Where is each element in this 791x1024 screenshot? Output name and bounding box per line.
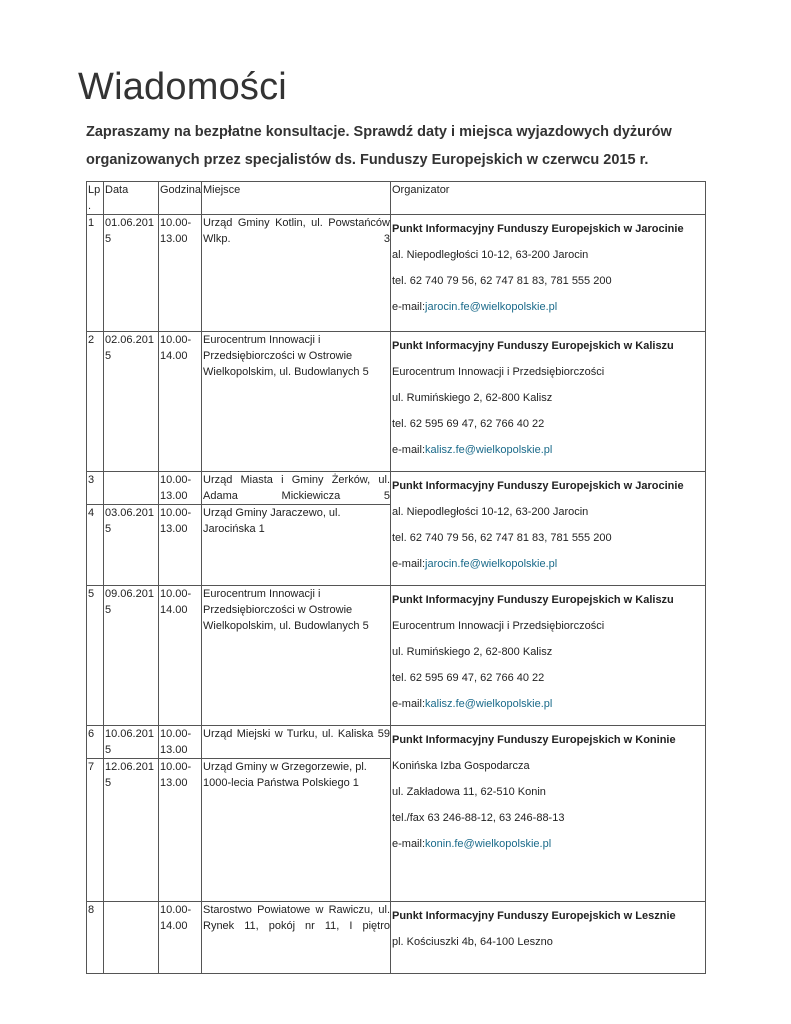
email-link[interactable]: kalisz.fe@wielkopolskie.pl xyxy=(425,698,553,710)
header-lp: Lp. xyxy=(87,182,104,215)
table-row xyxy=(87,332,706,472)
organizer-name: Punkt Informacyjny Funduszy Europejskich w Kaliszu xyxy=(392,594,674,606)
email-prefix: e-mail: xyxy=(392,698,426,710)
cell-organizer xyxy=(391,332,706,472)
organizer-email-line xyxy=(392,442,705,458)
cell-organizer xyxy=(391,902,706,974)
organizer-email-line xyxy=(392,299,705,315)
table-row xyxy=(87,726,706,759)
cell-place: Urząd Gminy Jaraczewo, ul. Jarocińska 1 xyxy=(202,505,391,586)
header-organizer: Organizator xyxy=(391,182,706,215)
email-prefix: e-mail: xyxy=(392,444,426,456)
email-link[interactable]: kalisz.fe@wielkopolskie.pl xyxy=(425,444,553,456)
organizer-address: pl. Kościuszki 4b, 64-100 Leszno xyxy=(392,936,553,948)
organizer-phone: tel. 62 595 69 47, 62 766 40 22 xyxy=(392,418,545,430)
organizer-institution: Eurocentrum Innowacji i Przedsiębiorczości xyxy=(392,620,605,632)
cell-lp: 4 xyxy=(87,505,104,586)
organizer-phone: tel./fax 63 246-88-12, 63 246-88-13 xyxy=(392,812,565,824)
cell-date: 01.06.2015 xyxy=(104,215,159,332)
organizer-institution: Eurocentrum Innowacji i Przedsiębiorczości xyxy=(392,366,605,378)
email-link[interactable]: konin.fe@wielkopolskie.pl xyxy=(425,838,552,850)
cell-date: 12.06.2015 xyxy=(104,759,159,902)
cell-place: Eurocentrum Innowacji i Przedsiębiorczości w Ostrowie Wielkopolskim, ul. Budowlanych 5 xyxy=(202,586,391,726)
cell-organizer xyxy=(391,586,706,726)
organizer-email-line xyxy=(392,696,705,712)
email-link[interactable]: jarocin.fe@wielkopolskie.pl xyxy=(425,301,558,313)
organizer-name: Punkt Informacyjny Funduszy Europejskich w Kaliszu xyxy=(392,340,674,352)
cell-time: 10.00-13.00 xyxy=(159,759,202,902)
cell-date: 02.06.2015 xyxy=(104,332,159,472)
cell-date: 09.06.2015 xyxy=(104,586,159,726)
cell-lp: 7 xyxy=(87,759,104,902)
organizer-address: ul. Rumińskiego 2, 62-800 Kalisz xyxy=(392,392,553,404)
cell-date: 10.06.2015 xyxy=(104,726,159,759)
cell-place: Urząd Gminy w Grzegorzewie, pl. 1000-lecia Państwa Polskiego 1 xyxy=(202,759,391,902)
email-link[interactable]: jarocin.fe@wielkopolskie.pl xyxy=(425,558,558,570)
organizer-name: Punkt Informacyjny Funduszy Europejskich w Koninie xyxy=(392,734,676,746)
cell-lp: 2 xyxy=(87,332,104,472)
cell-organizer xyxy=(391,472,706,586)
cell-date xyxy=(104,902,159,974)
table-row xyxy=(87,472,706,505)
organizer-address: ul. Zakładowa 11, 62-510 Konin xyxy=(392,786,546,798)
organizer-phone: tel. 62 740 79 56, 62 747 81 83, 781 555 200 xyxy=(392,275,612,287)
cell-time: 10.00-13.00 xyxy=(159,215,202,332)
organizer-name: Punkt Informacyjny Funduszy Europejskich w Lesznie xyxy=(392,910,676,922)
cell-time: 10.00-13.00 xyxy=(159,472,202,505)
cell-time: 10.00-13.00 xyxy=(159,726,202,759)
organizer-address: al. Niepodległości 10-12, 63-200 Jarocin xyxy=(392,506,589,518)
cell-time: 10.00-14.00 xyxy=(159,902,202,974)
cell-lp: 5 xyxy=(87,586,104,726)
cell-lp: 3 xyxy=(87,472,104,505)
organizer-name: Punkt Informacyjny Funduszy Europejskich w Jarocinie xyxy=(392,223,684,235)
cell-organizer xyxy=(391,215,706,332)
page-title: Wiadomości xyxy=(78,66,287,108)
organizer-address: al. Niepodległości 10-12, 63-200 Jarocin xyxy=(392,249,589,261)
cell-lp: 6 xyxy=(87,726,104,759)
cell-date: 03.06.2015 xyxy=(104,505,159,586)
cell-place: Urząd Gminy Kotlin, ul. Powstańców Wlkp. 3 xyxy=(202,215,391,332)
header-place: Miejsce xyxy=(202,182,391,215)
cell-place: Urząd Miasta i Gminy Żerków, ul. Adama Mickiewicza 5 xyxy=(202,472,391,505)
table-row xyxy=(87,586,706,726)
schedule-table xyxy=(86,181,706,974)
organizer-institution: Konińska Izba Gospodarcza xyxy=(392,760,530,772)
cell-organizer xyxy=(391,726,706,902)
cell-place: Starostwo Powiatowe w Rawiczu, ul. Rynek 11, pokój nr 11, I piętro xyxy=(202,902,391,974)
email-prefix: e-mail: xyxy=(392,838,426,850)
cell-time: 10.00-14.00 xyxy=(159,332,202,472)
cell-place: Eurocentrum Innowacji i Przedsiębiorczości w Ostrowie Wielkopolskim, ul. Budowlanych 5 xyxy=(202,332,391,472)
table-row xyxy=(87,902,706,974)
cell-lp: 1 xyxy=(87,215,104,332)
organizer-phone: tel. 62 595 69 47, 62 766 40 22 xyxy=(392,672,545,684)
table-row xyxy=(87,215,706,332)
intro-text: Zapraszamy na bezpłatne konsultacje. Sprawdź daty i miejsca wyjazdowych dyżurów organizowanych przez specjalistów ds. Funduszy Europejskich w czerwcu 2015 r. xyxy=(86,124,672,168)
organizer-address: ul. Rumińskiego 2, 62-800 Kalisz xyxy=(392,646,553,658)
organizer-email-line xyxy=(392,556,705,572)
header-date: Data xyxy=(104,182,159,215)
header-time: Godzina xyxy=(159,182,202,215)
organizer-phone: tel. 62 740 79 56, 62 747 81 83, 781 555 200 xyxy=(392,532,612,544)
email-prefix: e-mail: xyxy=(392,301,426,313)
organizer-email-line xyxy=(392,836,705,852)
cell-lp: 8 xyxy=(87,902,104,974)
cell-time: 10.00-14.00 xyxy=(159,586,202,726)
table-header-row xyxy=(87,182,706,215)
cell-place: Urząd Miejski w Turku, ul. Kaliska 59 xyxy=(202,726,391,759)
organizer-name: Punkt Informacyjny Funduszy Europejskich w Jarocinie xyxy=(392,480,684,492)
cell-date xyxy=(104,472,159,505)
email-prefix: e-mail: xyxy=(392,558,426,570)
cell-time: 10.00-13.00 xyxy=(159,505,202,586)
